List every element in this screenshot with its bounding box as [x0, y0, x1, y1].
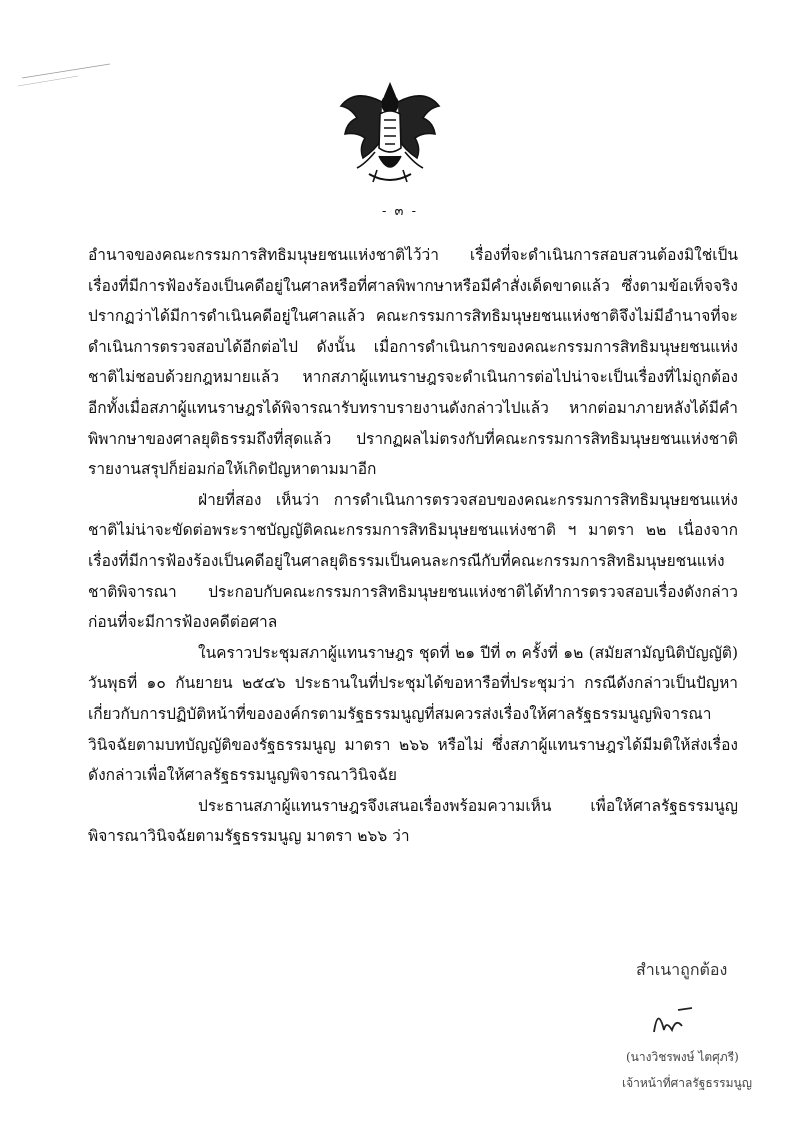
- paragraph-submission: ประธานสภาผู้แทนราษฎรจึงเสนอเรื่องพร้อมความเห็น เพื่อให้ศาลรัฐธรรมนูญพิจารณาวินิจฉัยตามรัฐธรรมนูญ มาตรา ๒๖๖ ว่า: [88, 796, 738, 846]
- page-number: - ๓ -: [382, 204, 418, 219]
- paragraph-second-view: ฝ่ายที่สอง เห็นว่า การดำเนินการตรวจสอบของคณะกรรมการสิทธิมนุษยชนแห่งชาติไม่น่าจะขัดต่อพระราชบัญญัติคณะกรรมการสิทธิมนุษยชนแห่งชาติ ฯ มาตรา ๒๒ เนื่องจากเรื่องที่มีการฟ้องร้องเป็นคดีอยู่ในศาลยุติธรรมเป็นคนละกรณีกับที่คณะกรรมการสิทธิมนุษยชนแห่งชาติพิจารณา ประกอบกับคณะกรรมการสิทธิมนุษยชนแห่งชาติได้ทำการตรวจสอบเรื่องดังกล่าวก่อนที่จะมีการฟ้องคดีต่อศาล: [88, 490, 738, 632]
- paragraph-continuation: อำนาจของคณะกรรมการสิทธิมนุษยชนแห่งชาติไว้ว่า เรื่องที่จะดำเนินการสอบสวนต้องมิใช่เป็นเรื่องที่มีการฟ้องร้องเป็นคดีอยู่ในศาลหรือที่ศาลพิพากษาหรือมีคำสั่งเด็ดขาดแล้ว ซึ่งตามข้อเท็จจริงปรากฏว่าได้มีการดำเนินคดีอยู่ในศาลแล้ว คณะกรรมการสิทธิมนุษยชนแห่งชาติจึงไม่มีอำนาจที่จะดำเนินการตรวจสอบได้อีกต่อไป ดังนั้น เมื่อการดำเนินการของคณะกรรมการสิทธิมนุษยชนแห่งชาติไม่ชอบด้วยกฎหมายแล้ว หากสภาผู้แทนราษฎรจะดำเนินการต่อไปน่าจะเป็นเรื่องที่ไม่ถูกต้อง อีกทั้งเมื่อสภาผู้แทนราษฎรได้พิจารณารับทราบรายงานดังกล่าวไปแล้ว หากต่อมาภายหลังได้มีคำพิพากษาของศาลยุติธรรมถึงที่สุดแล้ว ปรากฏผลไม่ตรงกับที่คณะกรรมการสิทธิมนุษยชนแห่งชาติรายงานสรุปก็ย่อมก่อให้เกิดปัญหาตามมาอีก: [88, 246, 738, 479]
- garuda-emblem-icon: [335, 78, 445, 190]
- signer-title: เจ้าหน้าที่ศาลรัฐธรรมนูญ: [622, 1076, 752, 1090]
- scan-artifact-lines: [18, 60, 118, 90]
- signer-name: (นางวิชรพงษ์ ไตศุภรี): [626, 1050, 739, 1064]
- signature-icon: [648, 1000, 698, 1040]
- paragraph-meeting: ในคราวประชุมสภาผู้แทนราษฎร ชุดที่ ๒๑ ปีที่ ๓ ครั้งที่ ๑๒ (สมัยสามัญนิติบัญญัติ) วันพุธที่ ๑๐ กันยายน ๒๕๔๖ ประธานในที่ประชุมได้ขอหารือที่ประชุมว่า กรณีดังกล่าวเป็นปัญหาเกี่ยวกับการปฏิบัติหน้าที่ขององค์กรตามรัฐธรรมนูญที่สมควรส่งเรื่องให้ศาลรัฐธรรมนูญพิจารณาวินิจฉัยตามบทบัญญัติของรัฐธรรมนูญ มาตรา ๒๖๖ หรือไม่ ซึ่งสภาผู้แทนราษฎรได้มีมติให้ส่งเรื่องดังกล่าวเพื่อให้ศาลรัฐธรรมนูญพิจารณาวินิจฉัย: [88, 643, 738, 785]
- certified-copy-stamp: สำเนาถูกต้อง: [636, 960, 728, 979]
- document-body: [88, 240, 738, 852]
